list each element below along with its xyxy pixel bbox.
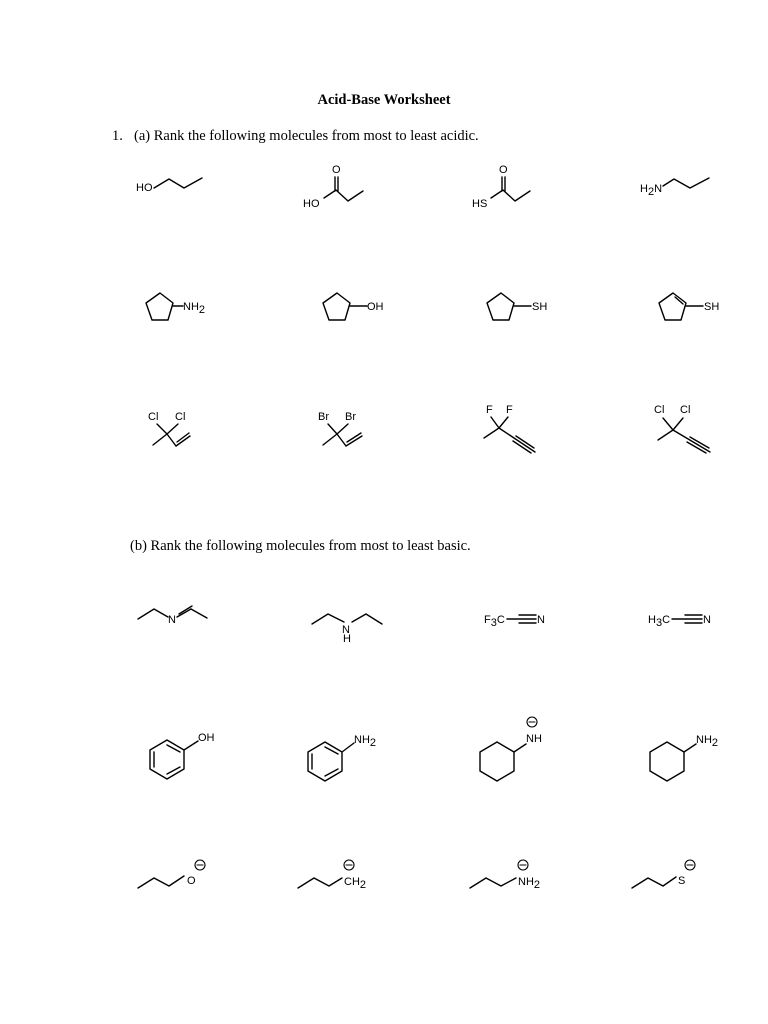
molecule-cyclopentenethiol: [648, 285, 738, 335]
atom-label-sh: SH: [704, 301, 720, 313]
atom-label-h2n: H2N: [640, 183, 663, 198]
molecule-dibromobutene: [310, 400, 400, 460]
molecule-imine: [132, 600, 222, 640]
molecule-cyclohexylamide: [470, 712, 560, 787]
atom-label-nh2: NH2: [354, 734, 377, 749]
molecule-cyclopentanethiol: [476, 285, 566, 335]
atom-label-o: O: [187, 875, 196, 887]
atom-label-cl: Cl: [654, 404, 665, 416]
atom-label-cl: Cl: [680, 404, 691, 416]
atom-label-nh2: NH2: [518, 876, 541, 891]
molecule-propylamine: [636, 170, 726, 210]
molecule-phenol: [140, 726, 230, 786]
molecule-acetonitrile: [646, 605, 736, 635]
atom-label-br: Br: [318, 411, 329, 423]
atom-label-nh: NH: [526, 733, 542, 745]
molecule-thioacid: [470, 160, 560, 215]
molecule-aniline: [298, 726, 388, 786]
atom-label-o: O: [332, 164, 341, 176]
atom-label-f: F: [486, 404, 493, 416]
atom-label-br: Br: [345, 411, 356, 423]
atom-label-f3c: F3C: [484, 614, 505, 629]
atom-label-hs: HS: [472, 198, 488, 210]
molecule-diethylamine: [308, 608, 398, 648]
atom-label-h: H: [343, 633, 351, 645]
molecule-cyclohexylamine: [640, 726, 730, 786]
molecule-propanol: [130, 170, 220, 210]
atom-label-s: S: [678, 875, 686, 887]
molecule-trifluoroacetonitrile: [482, 605, 572, 635]
molecule-propanoic-acid: [300, 160, 390, 215]
molecule-propylammonium: [464, 855, 554, 900]
molecule-dichlorobutyne: [648, 398, 738, 458]
molecule-dichlorobutene: [140, 400, 230, 460]
molecule-propoxide: [132, 855, 222, 900]
atom-label-h3c: H3C: [648, 614, 671, 629]
atom-label-o: O: [499, 164, 508, 176]
atom-label-cl: Cl: [175, 411, 186, 423]
worksheet-title: Acid-Base Worksheet: [317, 92, 451, 108]
molecule-difluorobutyne: [476, 398, 566, 458]
question-1b: (b) Rank the following molecules from most to least basic.: [130, 538, 471, 554]
atom-label-ho: HO: [303, 198, 320, 210]
question-1a-text: (a) Rank the following molecules from most to least acidic.: [134, 128, 479, 144]
atom-label-sh: SH: [532, 301, 548, 313]
question-1a: [112, 128, 479, 145]
atom-label-ho: HO: [136, 182, 153, 194]
atom-label-n: N: [342, 624, 350, 636]
atom-label-oh: OH: [198, 732, 215, 744]
atom-label-oh: OH: [367, 301, 384, 313]
atom-label-nh2: NH2: [696, 734, 719, 749]
atom-label-cl: Cl: [148, 411, 159, 423]
atom-label-nh2: NH2: [183, 301, 206, 316]
molecule-cyclopentanol: [312, 285, 402, 335]
question-number: 1.: [112, 128, 123, 144]
atom-label-ch2: CH2: [344, 876, 367, 891]
atom-label-n: N: [703, 614, 711, 626]
molecule-butyl-carbanion: [292, 855, 382, 900]
atom-label-f: F: [506, 404, 513, 416]
atom-label-n: N: [537, 614, 545, 626]
molecule-cyclopentylamine: [135, 285, 225, 335]
molecule-propanethiolate: [626, 855, 716, 900]
atom-label-n: N: [168, 614, 176, 626]
